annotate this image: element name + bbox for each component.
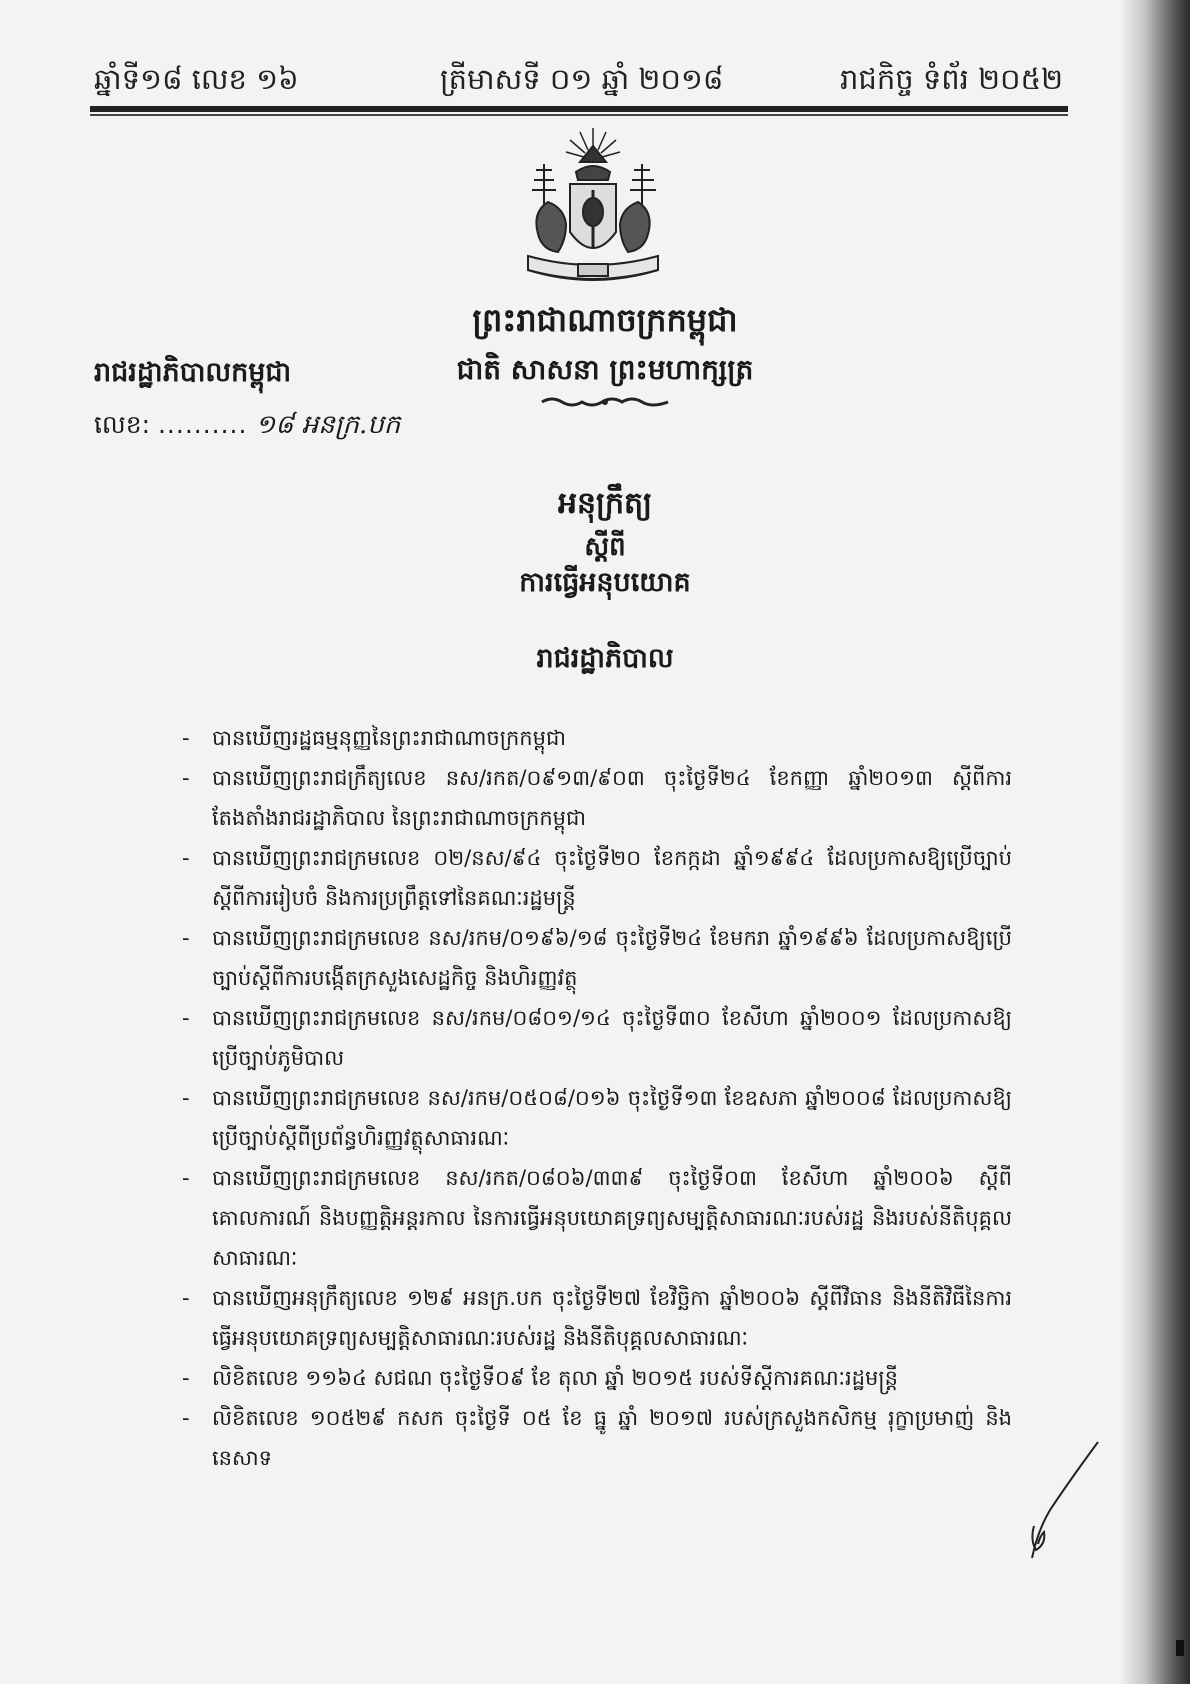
list-item: - បានឃើញព្រះរាជក្រមលេខ នស/រកម/០១៩៦/១៨ ចុះថ្ងៃទី២៤ ខែមករា ឆ្នាំ១៩៩៦ ដែលប្រកាសឱ្យប្រើច្បាប់ស្តីពីការបង្កើតក្រសួងសេដ្ឋកិច្ច និងហិរញ្ញវត្ថុ — [182, 918, 1012, 998]
list-item: - លិខិតលេខ ១១៦៤ សជណ ចុះថ្ងៃទី០៩ ខែ តុលា ឆ្នាំ ២០១៥ របស់ទីស្តីការគណៈរដ្ឋមន្ត្រី — [182, 1358, 1012, 1398]
list-item: - បានឃើញអនុក្រឹត្យលេខ ១២៩ អនក្រ.បក ចុះថ្ងៃទី២៧ ខែវិច្ឆិកា ឆ្នាំ២០០៦ ស្តីពីវិធាន និងនីតិវិធីនៃការធ្វើអនុបយោគទ្រព្យសម្បត្តិសាធារណៈរបស់រដ្ឋ និងនីតិបុគ្គលសាធារណៈ — [182, 1278, 1012, 1358]
scan-edge-shadow — [1120, 0, 1190, 1684]
list-item: - បានឃើញព្រះរាជក្រឹត្យលេខ នស/រកត/០៩១៣/៩០៣ ចុះថ្ងៃទី២៤ ខែកញ្ញា ឆ្នាំ២០១៣ ស្តីពីការតែងតាំងរាជរដ្ឋាភិបាល នៃព្រះរាជាណាចក្រកម្ពុជា — [182, 758, 1012, 838]
royal-emblem-icon — [508, 124, 678, 296]
header-date: ត្រីមាសទី ០១ ឆ្នាំ ២០១៨ — [440, 62, 724, 96]
header-page: រាជកិច្ច ទំព័រ ២០៥២ — [840, 62, 1064, 96]
references-list — [182, 718, 1012, 1478]
list-item: - លិខិតលេខ ១០៥២៩ កសក ចុះថ្ងៃទី ០៥ ខែ ធ្នូ ឆ្នាំ ២០១៧ របស់ក្រសួងកសិកម្ម រុក្ខាប្រមាញ់ និងនេសាទ — [182, 1398, 1012, 1478]
header-rule — [90, 106, 1068, 112]
list-item: - បានឃើញព្រះរាជក្រមលេខ នស/រកម/០៨០១/១៤ ចុះថ្ងៃទី៣០ ខែសីហា ឆ្នាំ២០០១ ដែលប្រកាសឱ្យប្រើច្បាប់ភូមិបាល — [182, 998, 1012, 1078]
number-dots: .......... — [157, 410, 248, 439]
number-value: ១៨ អនក្រ.បក — [255, 410, 401, 440]
document-about: ស្តីពី — [584, 532, 626, 562]
header-year-issue: ឆ្នាំទី១៨ លេខ ១៦ — [94, 62, 299, 96]
list-item: - បានឃើញព្រះរាជក្រមលេខ ០២/នស/៩៤ ចុះថ្ងៃទី២០ ខែកក្កដា ឆ្នាំ១៩៩៤ ដែលប្រកាសឱ្យប្រើច្បាប់ ស្តីពីការរៀបចំ និងការប្រព្រឹត្តទៅនៃគណៈរដ្ឋមន្ត្រី — [182, 838, 1012, 918]
issuer-name: រាជរដ្ឋាភិបាលកម្ពុជា — [94, 357, 292, 388]
list-item: - បានឃើញរដ្ឋធម្មនុញ្ញនៃព្រះរាជាណាចក្រកម្ពុជា — [182, 718, 1012, 758]
national-motto: ជាតិ សាសនា ព្រះមហាក្សត្រ — [456, 353, 754, 386]
ornament-divider-icon — [540, 394, 670, 410]
number-label: លេខ: — [94, 410, 151, 439]
document-number — [94, 408, 400, 446]
initial-signature-icon — [1010, 1440, 1100, 1560]
scan-mark — [1176, 1640, 1184, 1656]
issuing-authority: រាជរដ្ឋាភិបាល — [536, 643, 674, 674]
header-rule-thin — [90, 114, 1068, 116]
list-item: - បានឃើញព្រះរាជក្រមលេខ នស/រកម/០៥០៨/០១៦ ចុះថ្ងៃទី១៣ ខែឧសភា ឆ្នាំ២០០៨ ដែលប្រកាសឱ្យប្រើច្បាប់ស្តីពីប្រព័ន្ធហិរញ្ញវត្ថុសាធារណៈ — [182, 1078, 1012, 1158]
document-type: អនុក្រឹត្យ — [557, 486, 653, 521]
kingdom-title: ព្រះរាជាណាចក្រកម្ពុជា — [472, 301, 738, 339]
list-item: - បានឃើញព្រះរាជក្រមលេខ នស/រកត/០៨០៦/៣៣៩ ចុះថ្ងៃទី០៣ ខែសីហា ឆ្នាំ២០០៦ ស្តីពីគោលការណ៍ និងបញ្ញត្តិអន្តរកាល នៃការធ្វើអនុបយោគទ្រព្យសម្បត្តិសាធារណៈរបស់រដ្ឋ និងរបស់នីតិបុគ្គលសាធារណៈ — [182, 1158, 1012, 1278]
document-subject: ការធ្វើអនុបយោគ — [519, 567, 691, 598]
